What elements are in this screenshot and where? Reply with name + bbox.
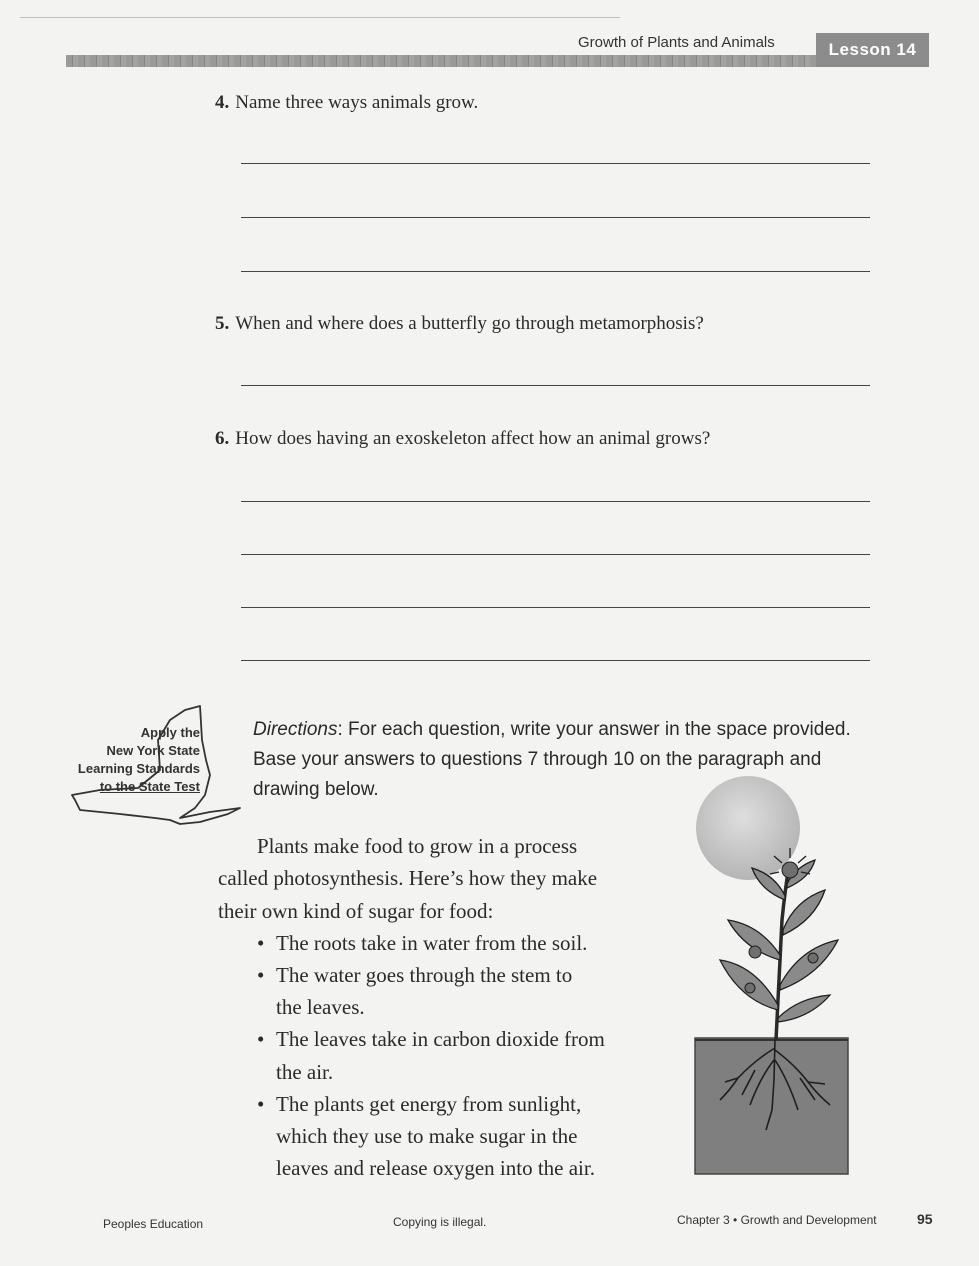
bullet-3-line-1: The leaves take in carbon dioxide from xyxy=(276,1027,605,1051)
top-rule xyxy=(20,17,620,18)
answer-line[interactable] xyxy=(241,660,870,661)
bullet-marker: • xyxy=(257,1092,265,1116)
bullet-1-line-1: The roots take in water from the soil. xyxy=(276,931,588,955)
answer-line[interactable] xyxy=(241,501,870,502)
question-6-text: How does having an exoskeleton affect how an animal grows? xyxy=(235,428,711,449)
bullet-4-line-3: leaves and release oxygen into the air. xyxy=(276,1156,595,1180)
bullet-4-line-2: which they use to make sugar in the xyxy=(276,1124,578,1148)
answer-line[interactable] xyxy=(241,271,870,272)
answer-line[interactable] xyxy=(241,217,870,218)
page-number: 95 xyxy=(917,1211,933,1227)
passage-line-3: their own kind of sugar for food: xyxy=(218,899,494,923)
directions-label: Directions xyxy=(253,719,338,740)
lesson-tab: Lesson 14 xyxy=(816,33,929,67)
header-bar xyxy=(66,55,816,67)
answer-line[interactable] xyxy=(241,163,870,164)
badge-line-2: New York State xyxy=(106,743,200,758)
footer-copyright: Copying is illegal. xyxy=(393,1215,487,1229)
footer-chapter: Chapter 3 • Growth and Development xyxy=(677,1213,877,1227)
bullet-2-line-2: the leaves. xyxy=(276,995,365,1019)
photosynthesis-illustration xyxy=(680,760,880,1180)
footer-publisher: Peoples Education xyxy=(103,1217,204,1231)
answer-line[interactable] xyxy=(241,385,870,386)
answer-line[interactable] xyxy=(241,607,870,608)
bullet-2-line-1: The water goes through the stem to xyxy=(276,963,573,987)
bullet-marker: • xyxy=(257,931,265,955)
badge-line-1: Apply the xyxy=(140,725,200,740)
question-5 xyxy=(215,313,704,335)
question-5-number: 5. xyxy=(215,313,230,334)
bullet-marker: • xyxy=(257,963,265,987)
badge-label xyxy=(60,724,200,796)
bullet-marker: • xyxy=(257,1027,265,1051)
question-4-number: 4. xyxy=(215,92,230,113)
question-4-text: Name three ways animals grow. xyxy=(235,92,479,113)
answer-line[interactable] xyxy=(241,554,870,555)
badge-line-4: to the State Test xyxy=(99,779,200,794)
passage-line-2: called photosynthesis. Here’s how they make xyxy=(218,866,598,890)
bullet-3-line-2: the air. xyxy=(276,1060,334,1084)
header-title: Growth of Plants and Animals xyxy=(578,34,775,51)
question-6-number: 6. xyxy=(215,428,230,449)
question-5-text: When and where does a butterfly go through metamorphosis? xyxy=(235,313,704,334)
passage-line-1: Plants make food to grow in a process xyxy=(257,834,578,858)
directions-text: : For each question, write your answer in the space provided. Base your answers to questions 7 through 10 on the paragraph and drawing below. xyxy=(253,719,851,800)
badge-line-3: Learning Standards xyxy=(77,761,200,776)
bullet-4-line-1: The plants get energy from sunlight, xyxy=(276,1092,582,1116)
question-6 xyxy=(215,428,710,450)
question-4 xyxy=(215,92,478,114)
